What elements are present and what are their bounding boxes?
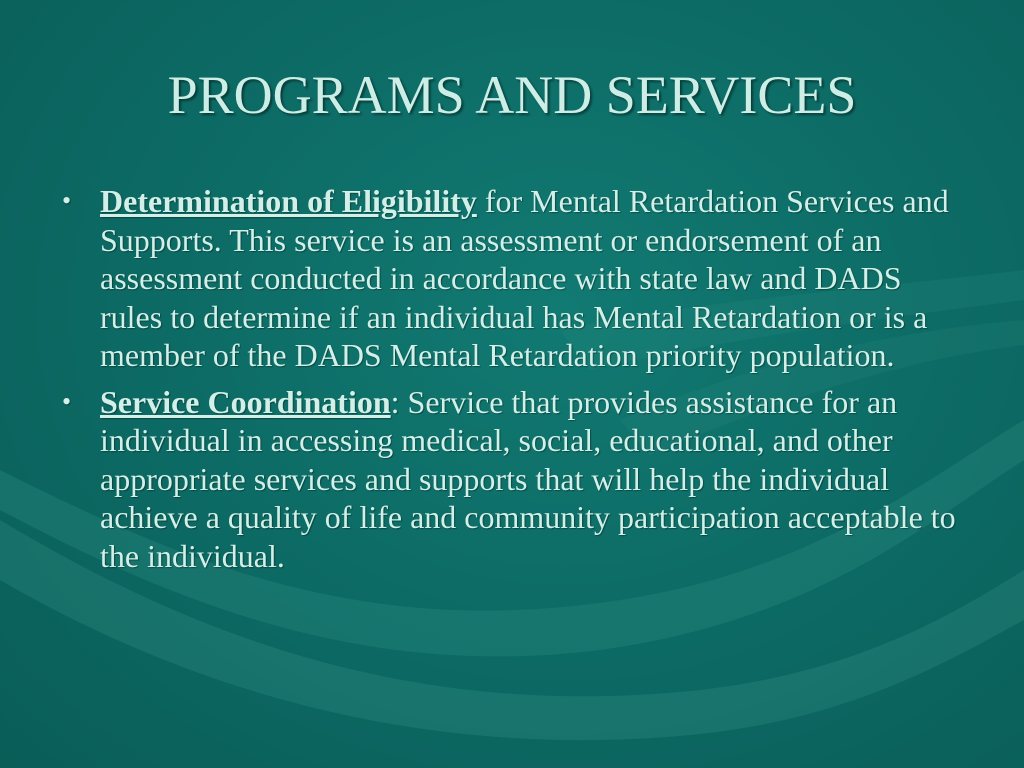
slide-title: PROGRAMS AND SERVICES [167,65,857,125]
bullet-icon: • [62,186,72,215]
description-service-coordination: Service that provides assistance for an individual in accessing medical, social, educational, and other appropriate services and supports that will help the individual achieve a quality of life and community participation acceptable to the individual. [100,383,956,574]
bullet-item-eligibility [60,182,965,375]
bullet-item-service-coordination [60,383,965,576]
bullet-list [60,182,965,583]
bullet-icon: • [62,386,72,416]
description-eligibility: for Mental Retardation Services and Supports. This service is an assessment or endorsement of an assessment conducted in accordance with state law and DADS rules to determine if an individual has Mental Retardation or is a member of the DADS Mental Retardation priority population. [100,183,949,373]
term-service-coordination: Service Coordination [100,383,391,420]
term-separator: : [390,383,400,420]
term-determination-of-eligibility: Determination of Eligibility [100,183,477,219]
